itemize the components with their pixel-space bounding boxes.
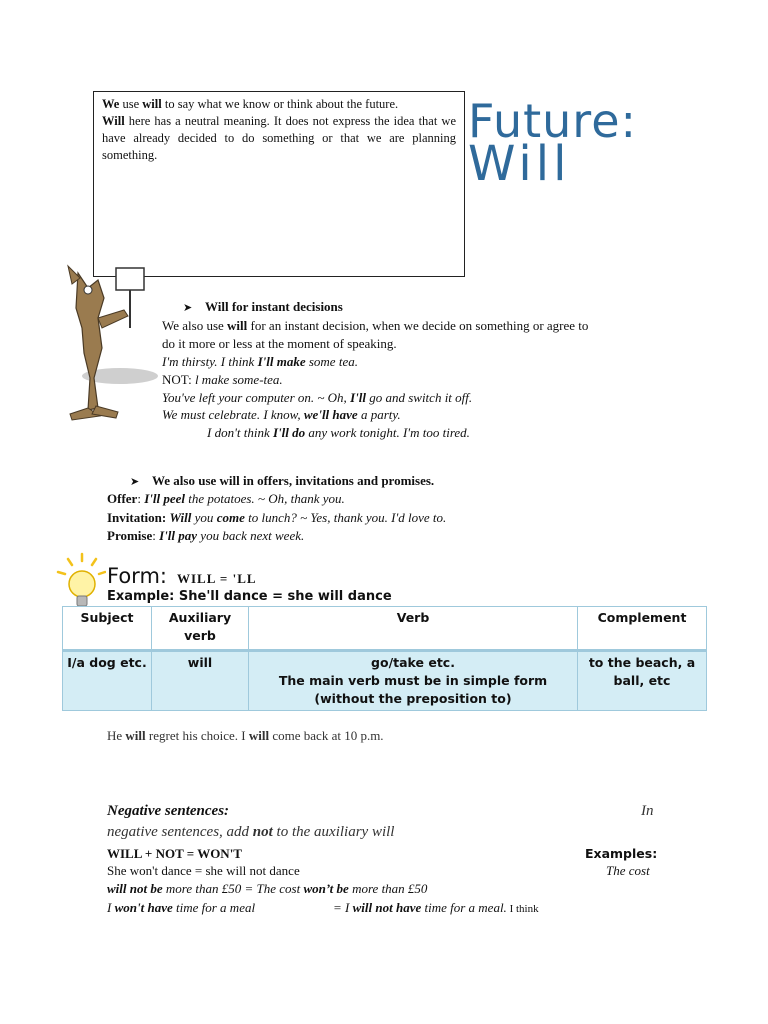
title-line-2: Will: [468, 136, 571, 192]
instant-line-4: [162, 371, 283, 389]
text-run: I think: [506, 903, 539, 915]
intro-line-1: [102, 96, 456, 113]
sample-sentence: [107, 727, 384, 745]
form-contraction: WILL = 'LL: [176, 571, 257, 586]
negative-description: [107, 824, 394, 841]
text-run: the potatoes. ~ Oh, thank you.: [184, 491, 345, 506]
text-run: I'll make: [257, 354, 306, 369]
cell-verb: go/take etc. The main verb must be in simple form (without the preposition to): [249, 651, 578, 711]
negative-rule: WILL + NOT = WON'T: [107, 846, 242, 861]
coyote-illustration: [58, 258, 158, 428]
text-run: Will: [102, 114, 125, 128]
text-run: We must celebrate. I know,: [162, 407, 304, 422]
text-run: Offer: [107, 491, 138, 506]
text-run: won’t be: [303, 881, 349, 896]
intro-line-2: [102, 113, 456, 164]
instant-line-5: [162, 389, 472, 407]
text-run: I don't think: [207, 425, 273, 440]
text-run: will: [248, 728, 270, 743]
text-run: not: [252, 824, 273, 840]
text-run: will not have: [352, 900, 422, 915]
negative-example-2: [107, 880, 427, 898]
header-subject: Subject: [63, 607, 152, 651]
text-run: to say what we know or think about the future.: [161, 97, 399, 111]
text-run: any work tonight. I'm too tired.: [305, 425, 470, 440]
text-run: I'm thirsty. I think: [162, 354, 258, 369]
cell-subject: I/a dog etc.: [63, 651, 152, 711]
instant-line-7: [207, 424, 470, 442]
text-run: will: [125, 728, 146, 743]
text-run: time for a meal.: [421, 900, 507, 915]
text-run: NOT:: [162, 372, 195, 387]
cell-auxiliary: will: [152, 651, 249, 711]
text-run: I'll pay: [159, 528, 198, 543]
table-row: [63, 651, 707, 711]
text-run: do it more or less at the moment of speaking.: [162, 336, 397, 351]
text-run: to lunch? ~ Yes, thank you. I'd love to.: [244, 510, 447, 525]
text-run: more than £50 = The cost: [162, 881, 304, 896]
promise-line: [107, 527, 304, 545]
text-run: = I: [333, 900, 353, 915]
text-run: won't have: [114, 900, 173, 915]
text-run: You've left your computer on. ~ Oh,: [162, 390, 351, 405]
text-run: regret his choice. I: [145, 728, 249, 743]
text-run: here has a neutral meaning. It does not express the idea that we have already decided to do something or that we are planning something.: [102, 114, 456, 162]
arrow-bullet-icon: ➤: [183, 301, 193, 314]
title-line-1: Future:: [468, 94, 637, 148]
text-run: :: [137, 491, 145, 506]
text-run: We: [102, 97, 120, 111]
text-run: Will: [169, 510, 192, 525]
instant-line-2: [162, 335, 397, 353]
text-run: Invitation:: [107, 510, 170, 525]
negative-title: Negative sentences:: [107, 803, 230, 819]
instant-line-6: [162, 406, 401, 424]
instant-line-3: [162, 353, 358, 371]
text-run: I: [107, 900, 115, 915]
cell-complement: to the beach, a ball, etc: [578, 651, 707, 711]
text-run: Promise: [107, 528, 153, 543]
invitation-line: [107, 509, 446, 527]
grammar-table: [62, 606, 707, 711]
negative-fragment-in: In: [641, 803, 654, 819]
form-heading: [107, 564, 257, 588]
negative-example-1: She won't dance = she will not dance: [107, 863, 300, 878]
text-run: will not be: [107, 881, 163, 896]
text-run: negative sentences, add: [107, 824, 253, 840]
text-run: some tea.: [305, 354, 358, 369]
text-run: will: [142, 97, 162, 111]
text-run: time for a meal: [172, 900, 256, 915]
header-verb: Verb: [249, 607, 578, 651]
text-run: you back next week.: [197, 528, 305, 543]
text-run: come: [216, 510, 245, 525]
instant-line-1: [162, 317, 588, 335]
text-run: use: [119, 97, 143, 111]
text-run: more than £50: [348, 881, 428, 896]
text-run: for an instant decision, when we decide on something or agree to: [247, 318, 589, 333]
lightbulb-icon: [48, 552, 106, 614]
arrow-bullet-icon: ➤: [130, 475, 140, 488]
form-example: Example: She'll dance = she will dance: [107, 589, 392, 604]
text-run: I'll do: [272, 425, 306, 440]
intro-box: [93, 91, 465, 277]
offers-heading: ➤ We also use will in offers, invitations and promises.: [130, 472, 434, 491]
header-auxiliary: Auxiliary verb: [152, 607, 249, 651]
text-run: come back at 10 p.m.: [269, 728, 384, 743]
text-run: I'll peel: [144, 491, 185, 506]
text-run: I'll: [350, 390, 366, 405]
negative-example-3b: [333, 899, 539, 919]
text-run: He: [107, 728, 126, 743]
text-run: a party.: [357, 407, 401, 422]
text-run: we'll have: [303, 407, 358, 422]
text-run: l make some-tea.: [194, 372, 283, 387]
offer-line: [107, 490, 345, 508]
text-run: :: [152, 528, 160, 543]
text-run: will: [227, 318, 248, 333]
examples-label: Examples:: [585, 846, 658, 861]
text-run: We also use: [162, 318, 228, 333]
table-header-row: [63, 607, 707, 651]
page-title: [468, 94, 758, 192]
text-run: go and switch it off.: [365, 390, 473, 405]
negative-example-3a: [107, 899, 255, 917]
text-run: to the auxiliary will: [272, 824, 395, 840]
form-label: Form:: [107, 564, 167, 588]
header-complement: Complement: [578, 607, 707, 651]
negative-fragment-cost: The cost: [606, 863, 650, 878]
text-run: you: [191, 510, 217, 525]
instant-heading: ➤ Will for instant decisions: [183, 298, 343, 317]
